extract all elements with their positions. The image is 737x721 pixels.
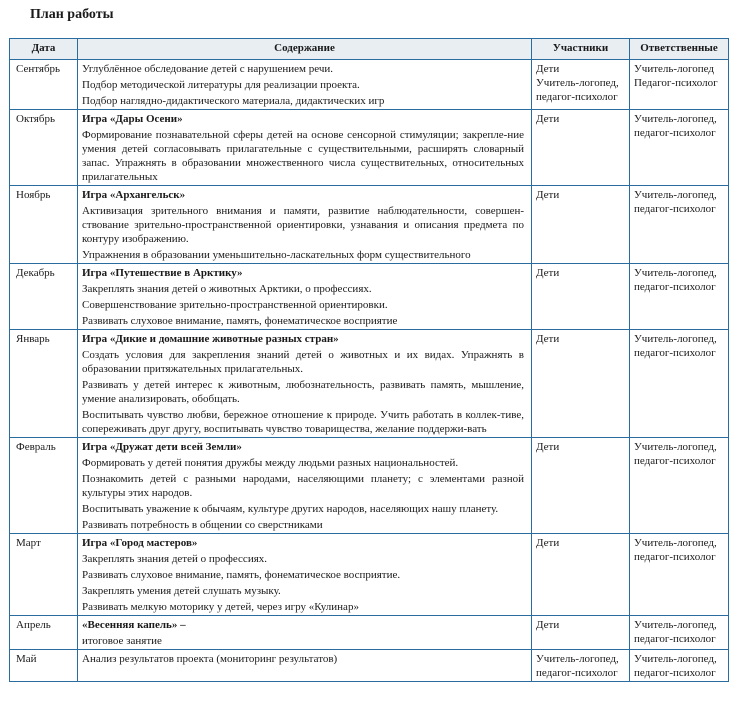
cell-participants xyxy=(532,60,630,110)
responsible-line: педагог-психолог xyxy=(634,203,716,215)
cell-responsible xyxy=(630,616,729,650)
participant-line: Дети xyxy=(536,63,560,75)
cell-content xyxy=(78,330,532,438)
participant-line: Дети xyxy=(536,441,560,453)
cell-date: Март xyxy=(10,534,78,616)
table-row xyxy=(10,650,729,682)
responsible-line: Учитель-логопед, xyxy=(634,619,717,631)
content-item: Развивать мелкую моторику у детей, через игру «Кулинар» xyxy=(82,601,359,613)
responsible-line: педагог-психолог xyxy=(634,347,716,359)
table-row xyxy=(10,60,729,110)
header-date: Дата xyxy=(10,39,78,60)
responsible-line: педагог-психолог xyxy=(634,633,716,645)
content-item: Воспитывать уважение к обычаям, культуре других народов, населяющих нашу планету. xyxy=(82,503,499,515)
participant-line: Дети xyxy=(536,333,560,345)
cell-date: Октябрь xyxy=(10,110,78,186)
content-item: Создать условия для закрепления знаний детей о животных и их видах. Упражнять в образовании притяжательных прилагательных. xyxy=(82,349,524,375)
responsible-line: Учитель-логопед, xyxy=(634,189,717,201)
cell-participants xyxy=(532,330,630,438)
content-item: Закреплять знания детей о профессиях. xyxy=(82,553,268,565)
responsible-line: Учитель-логопед, xyxy=(634,267,717,279)
responsible-line: педагог-психолог xyxy=(634,127,716,139)
content-item: Подбор наглядно-дидактического материала, дидактических игр xyxy=(82,95,385,107)
table-row xyxy=(10,186,729,264)
game-title: Игра «Архангельск» xyxy=(82,189,186,201)
cell-date: Февраль xyxy=(10,438,78,534)
responsible-line: Учитель-логопед, xyxy=(634,653,717,665)
content-item: Закреплять умения детей слушать музыку. xyxy=(82,585,281,597)
content-item: Развивать слуховое внимание, память, фонематическое восприятие. xyxy=(82,569,401,581)
header-participants: Участники xyxy=(532,39,630,60)
cell-responsible xyxy=(630,534,729,616)
work-plan-table xyxy=(9,38,729,682)
cell-participants xyxy=(532,534,630,616)
responsible-line: Учитель-логопед, xyxy=(634,333,717,345)
cell-responsible xyxy=(630,264,729,330)
content-item: итоговое занятие xyxy=(82,635,162,647)
cell-responsible xyxy=(630,330,729,438)
game-title: Игра «Дикие и домашние животные разных стран» xyxy=(82,333,339,345)
cell-content xyxy=(78,534,532,616)
content-item: Развивать слуховое внимание, память, фонематическое восприятие xyxy=(82,315,398,327)
participant-line: Учитель-логопед, xyxy=(536,653,619,665)
content-item: Совершенствование зрительно-пространственной ориентировки. xyxy=(82,299,388,311)
game-title: «Весенняя капель» – xyxy=(82,619,186,631)
content-item: Познакомить детей с разными народами, населяющими планету; с элементами разной культуры этих народов. xyxy=(82,473,524,499)
header-responsible: Ответственные xyxy=(630,39,729,60)
participant-line: Дети xyxy=(536,267,560,279)
cell-participants xyxy=(532,616,630,650)
participant-line: Учитель-логопед, xyxy=(536,77,619,89)
participant-line: Дети xyxy=(536,537,560,549)
cell-date: Январь xyxy=(10,330,78,438)
cell-participants xyxy=(532,650,630,682)
content-item: Формировать у детей понятия дружбы между людьми разных национальностей. xyxy=(82,457,459,469)
cell-date: Апрель xyxy=(10,616,78,650)
participant-line: Дети xyxy=(536,113,560,125)
cell-responsible xyxy=(630,650,729,682)
cell-content xyxy=(78,264,532,330)
content-item: Упражнения в образовании уменьшительно-ласкательных форм существительного xyxy=(82,249,471,261)
cell-participants xyxy=(532,186,630,264)
table-row xyxy=(10,534,729,616)
content-item: Закреплять знания детей о животных Арктики, о профессиях. xyxy=(82,283,372,295)
participant-line: Дети xyxy=(536,619,560,631)
cell-date: Сентябрь xyxy=(10,60,78,110)
table-row xyxy=(10,616,729,650)
cell-content xyxy=(78,110,532,186)
cell-responsible xyxy=(630,186,729,264)
cell-content xyxy=(78,60,532,110)
cell-participants xyxy=(532,110,630,186)
cell-participants xyxy=(532,438,630,534)
header-content: Содержание xyxy=(78,39,532,60)
cell-responsible xyxy=(630,110,729,186)
participant-line: педагог-психолог xyxy=(536,91,618,103)
cell-content xyxy=(78,438,532,534)
game-title: Игра «Путешествие в Арктику» xyxy=(82,267,243,279)
responsible-line: Учитель-логопед xyxy=(634,63,715,75)
responsible-line: педагог-психолог xyxy=(634,281,716,293)
cell-responsible xyxy=(630,438,729,534)
cell-content xyxy=(78,186,532,264)
table-row xyxy=(10,330,729,438)
cell-date: Ноябрь xyxy=(10,186,78,264)
content-item: Воспитывать чувство любви, бережное отношение к природе. Учить работать в коллек-тиве, сопереживать друг другу, воспитывать чувство товарищества, желание поддержи-вать xyxy=(82,409,524,435)
table-header-row xyxy=(10,39,729,60)
content-item: Анализ результатов проекта (мониторинг результатов) xyxy=(82,653,338,665)
cell-date: Декабрь xyxy=(10,264,78,330)
cell-date: Май xyxy=(10,650,78,682)
cell-participants xyxy=(532,264,630,330)
responsible-line: педагог-психолог xyxy=(634,455,716,467)
responsible-line: Педагог-психолог xyxy=(634,77,718,89)
game-title: Игра «Дары Осени» xyxy=(82,113,183,125)
content-item: Формирование познавательной сферы детей на основе сенсорной стимуляции; закрепле-ние умения детей согласовывать прилагательные с существительными, расширять словарный запас. Упражнять в образовании множественного числа существительных, относительных прилагательных xyxy=(82,129,524,183)
cell-responsible xyxy=(630,60,729,110)
content-item: Развивать у детей интерес к животным, любознательность, развивать память, мышление, умение анализировать, обобщать. xyxy=(82,379,524,405)
table-row xyxy=(10,264,729,330)
table-row xyxy=(10,438,729,534)
content-item: Углублённое обследование детей с нарушением речи. xyxy=(82,63,334,75)
content-item: Развивать потребность в общении со сверстниками xyxy=(82,519,323,531)
page-title: План работы xyxy=(30,7,114,22)
table-body xyxy=(10,60,729,682)
responsible-line: педагог-психолог xyxy=(634,667,716,679)
responsible-line: Учитель-логопед, xyxy=(634,113,717,125)
responsible-line: Учитель-логопед, xyxy=(634,537,717,549)
content-item: Активизация зрительного внимания и памяти, развитие наблюдательности, совершен-ствование зрительно-пространственной ориентировки, узнавания и описания предмета по контуру изображению. xyxy=(82,205,524,245)
participant-line: педагог-психолог xyxy=(536,667,618,679)
participant-line: Дети xyxy=(536,189,560,201)
responsible-line: Учитель-логопед, xyxy=(634,441,717,453)
game-title: Игра «Дружат дети всей Земли» xyxy=(82,441,242,453)
cell-content xyxy=(78,650,532,682)
cell-content xyxy=(78,616,532,650)
table-row xyxy=(10,110,729,186)
game-title: Игра «Город мастеров» xyxy=(82,537,198,549)
responsible-line: педагог-психолог xyxy=(634,551,716,563)
content-item: Подбор методической литературы для реализации проекта. xyxy=(82,79,360,91)
